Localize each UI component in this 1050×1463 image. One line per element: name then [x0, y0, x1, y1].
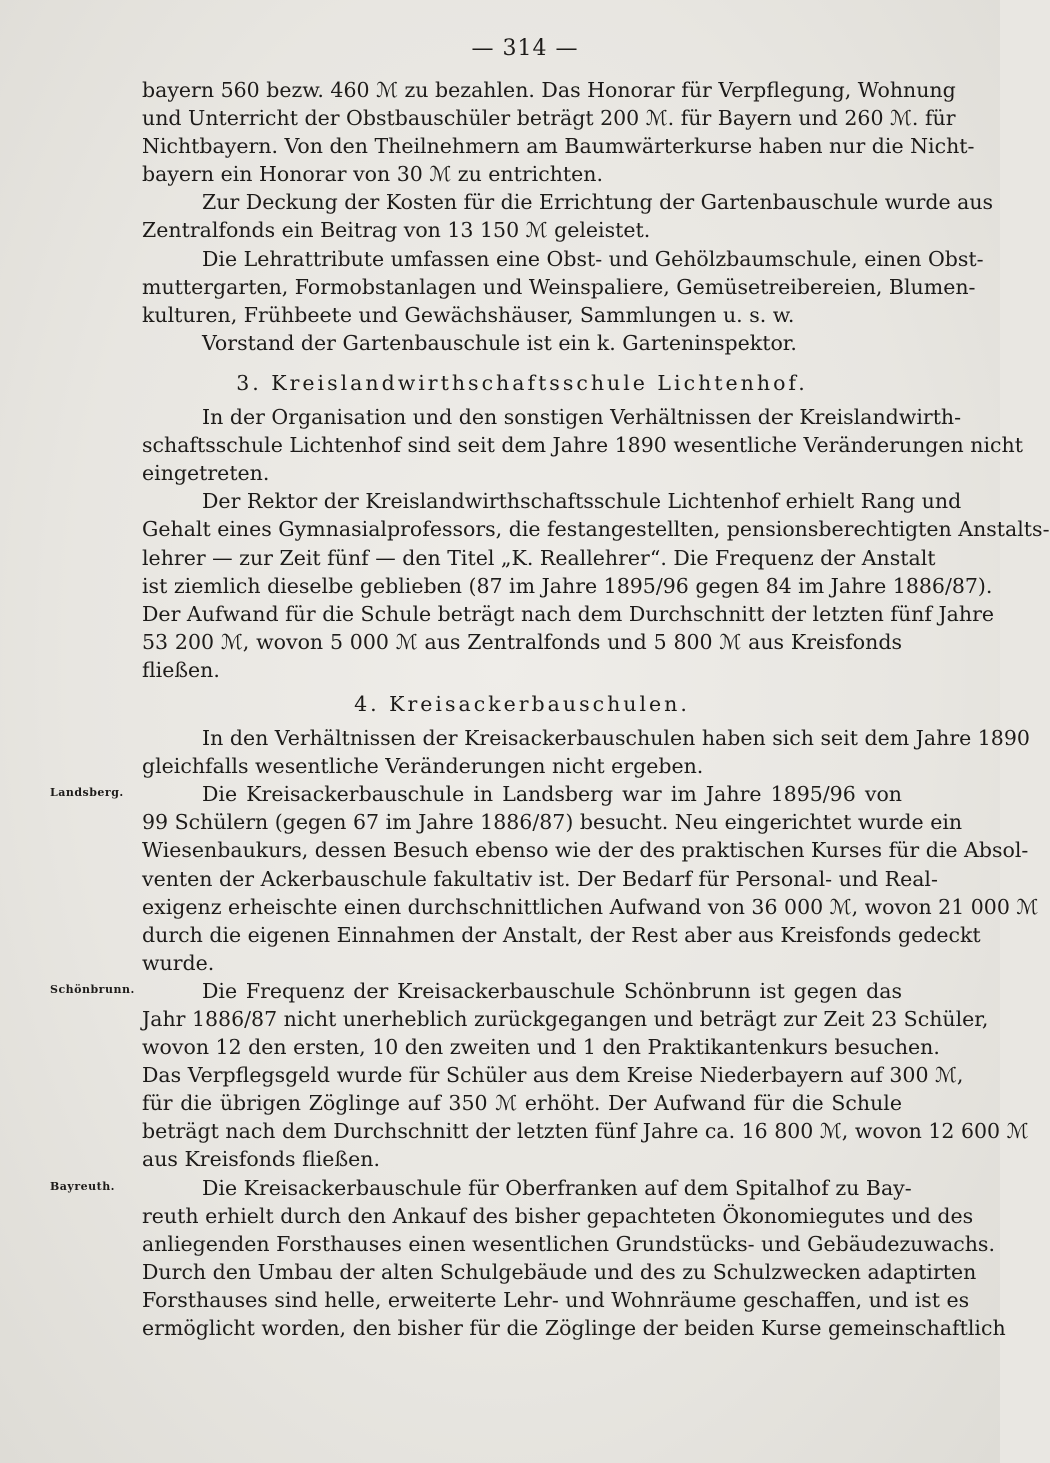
paragraph — [142, 724, 1030, 780]
paragraph — [142, 977, 1029, 1174]
paragraph — [142, 329, 902, 357]
section-heading: 3. Kreislandwirthschaftsschule Lichtenhof. — [236, 370, 808, 395]
document-body — [142, 76, 1050, 1342]
text-line: Die Frequenz der Kreisackerbauschule Schönbrunn ist gegen das — [202, 978, 902, 1003]
text-line: Gehalt eines Gymnasialprofessors, die festangestellten, pensionsberechtigten Anstalts- — [142, 517, 1050, 542]
text-line: ist ziemlich dieselbe geblieben (87 im Jahre 1895/96 gegen 84 im Jahre 1886/87). — [142, 573, 993, 598]
text-line: 99 Schülern (gegen 67 im Jahre 1886/87) besucht. Neu eingerichtet wurde ein — [142, 810, 963, 835]
text-line: muttergarten, Formobstanlagen und Weinspaliere, Gemüsetreibereien, Blumen- — [142, 274, 976, 299]
text-line: Die Lehrattribute umfassen eine Obst- und Gehölzbaumschule, einen Obst- — [202, 246, 984, 271]
text-line: venten der Ackerbauschule fakultativ ist. Der Bedarf für Personal- und Real- — [142, 866, 938, 891]
text-line: Die Kreisackerbauschule für Oberfranken auf dem Spitalhof zu Bay- — [202, 1175, 912, 1200]
text-line: beträgt nach dem Durchschnitt der letzten fünf Jahre ca. 16 800 ℳ, wovon 12 600 ℳ — [142, 1119, 1029, 1144]
text-line: Zur Deckung der Kosten für die Errichtung der Gartenbauschule wurde aus — [202, 190, 994, 215]
text-line: In der Organisation und den sonstigen Verhältnissen der Kreislandwirth- — [202, 405, 962, 430]
text-line: anliegenden Forsthauses einen wesentlichen Grundstücks- und Gebäudezuwachs. — [142, 1231, 995, 1256]
text-line: Forsthauses sind helle, erweiterte Lehr- und Wohnräume geschaffen, und ist es — [142, 1287, 970, 1312]
text-line: In den Verhältnissen der Kreisackerbauschulen haben sich seit dem Jahre 1890 — [202, 726, 1030, 751]
text-line: eingetreten. — [142, 461, 270, 486]
paragraph — [142, 76, 975, 188]
text-line: schaftsschule Lichtenhof sind seit dem Jahre 1890 wesentliche Veränderungen nicht — [142, 433, 1023, 458]
text-line: Durch den Umbau der alten Schulgebäude und des zu Schulzwecken adaptirten — [142, 1259, 977, 1284]
text-line: Die Kreisackerbauschule in Landsberg war im Jahre 1895/96 von — [202, 782, 902, 807]
text-line: Das Verpflegsgeld wurde für Schüler aus dem Kreise Niederbayern auf 300 ℳ, — [142, 1063, 964, 1088]
text-line: wurde. — [142, 950, 215, 975]
text-line: lehrer — zur Zeit fünf — den Titel „K. Reallehrer“. Die Frequenz der Anstalt — [142, 545, 936, 570]
text-line: aus Kreisfonds fließen. — [142, 1147, 380, 1172]
text-line: Nichtbayern. Von den Theilnehmern am Baumwärterkurse haben nur die Nicht- — [142, 134, 975, 159]
text-line: Jahr 1886/87 nicht unerheblich zurückgegangen und beträgt zur Zeit 23 Schüler, — [142, 1007, 989, 1031]
text-line: Der Rektor der Kreislandwirthschaftsschule Lichtenhof erhielt Rang und — [202, 489, 962, 514]
text-line: 53 200 ℳ, wovon 5 000 ℳ aus Zentralfonds und 5 800 ℳ aus Kreisfonds — [142, 629, 902, 654]
text-line: bayern ein Honorar von 30 ℳ zu entrichten. — [142, 162, 603, 187]
text-line: bayern 560 bezw. 460 ℳ zu bezahlen. Das Honorar für Verpflegung, Wohnung — [142, 78, 956, 102]
text-line: Zentralfonds ein Beitrag von 13 150 ℳ geleistet. — [142, 218, 651, 243]
text-line: ermöglicht worden, den bisher für die Zöglinge der beiden Kurse gemeinschaftlich — [142, 1316, 1006, 1341]
text-line: reuth erhielt durch den Ankauf des bisher gepachteten Ökonomiegutes und des — [142, 1203, 974, 1228]
text-line: gleichfalls wesentliche Veränderungen nicht ergeben. — [142, 754, 704, 779]
section-heading: 4. Kreisackerbauschulen. — [354, 691, 690, 716]
text-line: fließen. — [142, 657, 220, 682]
text-line: kulturen, Frühbeete und Gewächshäuser, Sammlungen u. s. w. — [142, 302, 795, 327]
text-line: Der Aufwand für die Schule beträgt nach dem Durchschnitt der letzten fünf Jahre — [142, 601, 995, 626]
page-number: — 314 — — [471, 36, 579, 61]
text-line: wovon 12 den ersten, 10 den zweiten und 1 den Praktikantenkurs besuchen. — [142, 1035, 940, 1060]
paragraph — [142, 245, 984, 329]
text-line: und Unterricht der Obstbauschüler beträgt 200 ℳ. für Bayern und 260 ℳ. für — [142, 106, 956, 131]
text-line: exigenz erheischte einen durchschnittlichen Aufwand von 36 000 ℳ, wovon 21 000 ℳ — [142, 894, 1039, 919]
paragraph — [142, 1174, 1006, 1343]
margin-note: Schönbrunn. — [50, 983, 135, 996]
text-line: für die übrigen Zöglinge auf 350 ℳ erhöht. Der Aufwand für die Schule — [142, 1091, 902, 1116]
paragraph — [142, 487, 1050, 684]
text-line: Wiesenbaukurs, dessen Besuch ebenso wie der des praktischen Kurses für die Absol- — [142, 838, 1029, 863]
margin-note: Bayreuth. — [50, 1180, 116, 1193]
paragraph — [142, 188, 994, 244]
paragraph — [142, 780, 1039, 977]
paragraph — [142, 403, 1023, 487]
text-line: Vorstand der Gartenbauschule ist ein k. Garteninspektor. — [202, 330, 797, 355]
text-line: durch die eigenen Einnahmen der Anstalt, der Rest aber aus Kreisfonds gedeckt — [142, 922, 981, 947]
margin-note: Landsberg. — [50, 786, 124, 799]
